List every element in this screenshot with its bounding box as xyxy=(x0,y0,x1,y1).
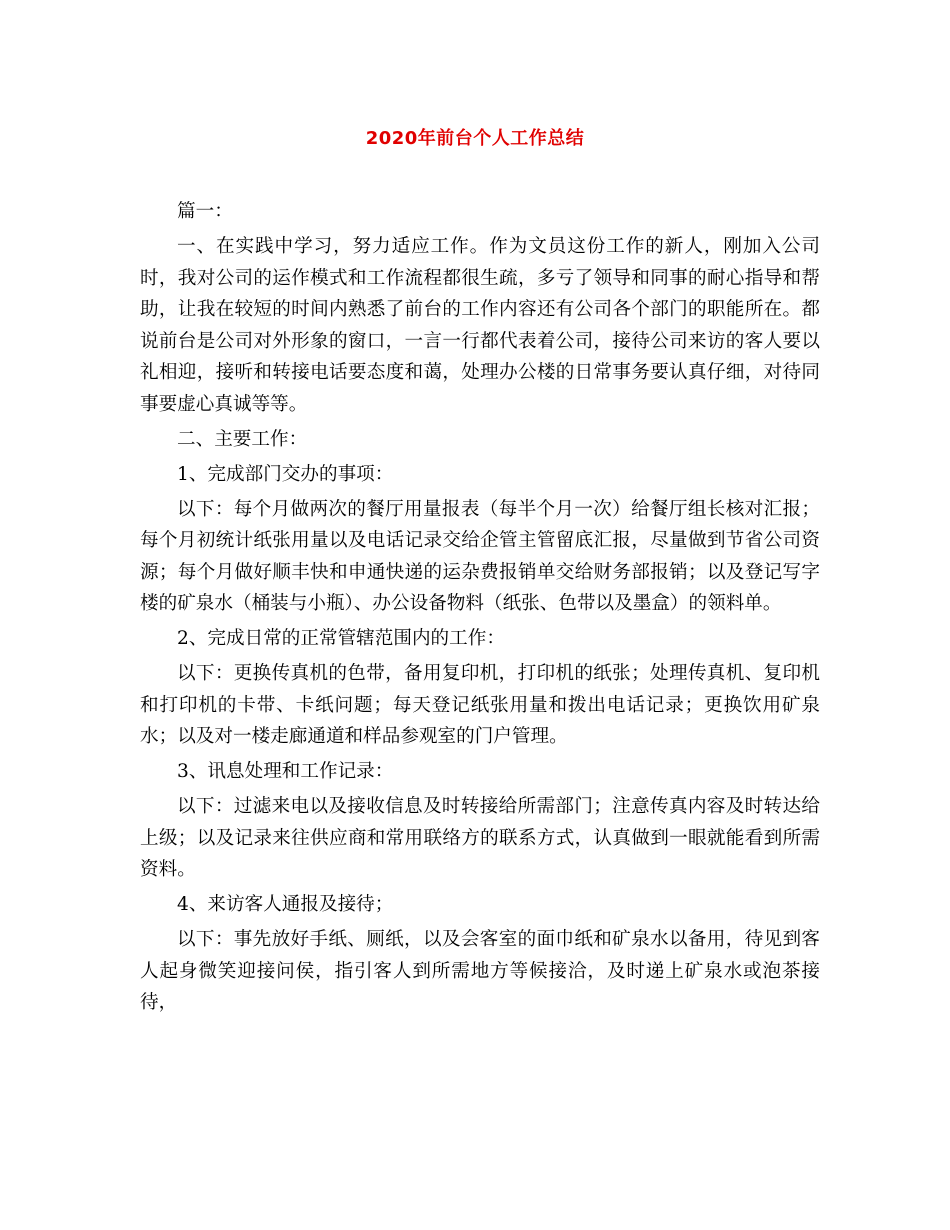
paragraph-department-tasks: 以下：每个月做两次的餐厅用量报表（每半个月一次）给餐厅组长核对汇报；每个月初统计纸张用量以及电话记录交给企管主管留底汇报，尽量做到节省公司资源；每个月做好顺丰快和申通快递的运杂费报销单交给财务部报销；以及登记写字楼的矿泉水（桶装与小瓶）、办公设备物料（纸张、色带以及墨盒）的领料单。 xyxy=(140,498,820,614)
item-heading-information-handling: 3、讯息处理和工作记录： xyxy=(177,761,394,782)
document-body xyxy=(140,196,820,1022)
paragraph-visitor-reception: 以下：事先放好手纸、厕纸，以及会客室的面巾纸和矿泉水以备用，待见到客人起身微笑迎接问侯，指引客人到所需地方等候接洽，及时递上矿泉水或泡茶接待， xyxy=(140,929,820,1013)
section-heading-part-one: 篇一： xyxy=(177,201,233,222)
document-title: 2020年前台个人工作总结 xyxy=(365,128,585,149)
section-heading-main-work: 二、主要工作： xyxy=(177,428,308,450)
item-heading-department-tasks: 1、完成部门交办的事项： xyxy=(177,463,394,485)
paragraph-information-handling: 以下：过滤来电以及接收信息及时转接给所需部门；注意传真内容及时转达给上级；以及记录来往供应商和常用联络方的联系方式，认真做到一眼就能看到所需资料。 xyxy=(140,796,820,880)
paragraph-learning-in-practice: 一、在实践中学习，努力适应工作。作为文员这份工作的新人，刚加入公司时，我对公司的运作模式和工作流程都很生疏，多亏了领导和同事的耐心指导和帮助，让我在较短的时间内熟悉了前台的工作内容还有公司各个部门的职能所在。都说前台是公司对外形象的窗口，一言一行都代表着公司，接待公司来访的客人要以礼相迎，接听和转接电话要态度和蔼，处理办公楼的日常事务要认真仔细，对待同事要虚心真诚等等。 xyxy=(140,236,820,415)
item-heading-daily-work: 2、完成日常的正常管辖范围内的工作： xyxy=(177,628,505,649)
item-heading-visitor-reception: 4、来访客人通报及接待； xyxy=(177,894,394,915)
paragraph-daily-work: 以下：更换传真机的色带，备用复印机，打印机的纸张；处理传真机、复印机和打印机的卡带、卡纸问题；每天登记纸张用量和拨出电话记录；更换饮用矿泉水；以及对一楼走廊通道和样品参观室的门户管理。 xyxy=(140,663,820,747)
